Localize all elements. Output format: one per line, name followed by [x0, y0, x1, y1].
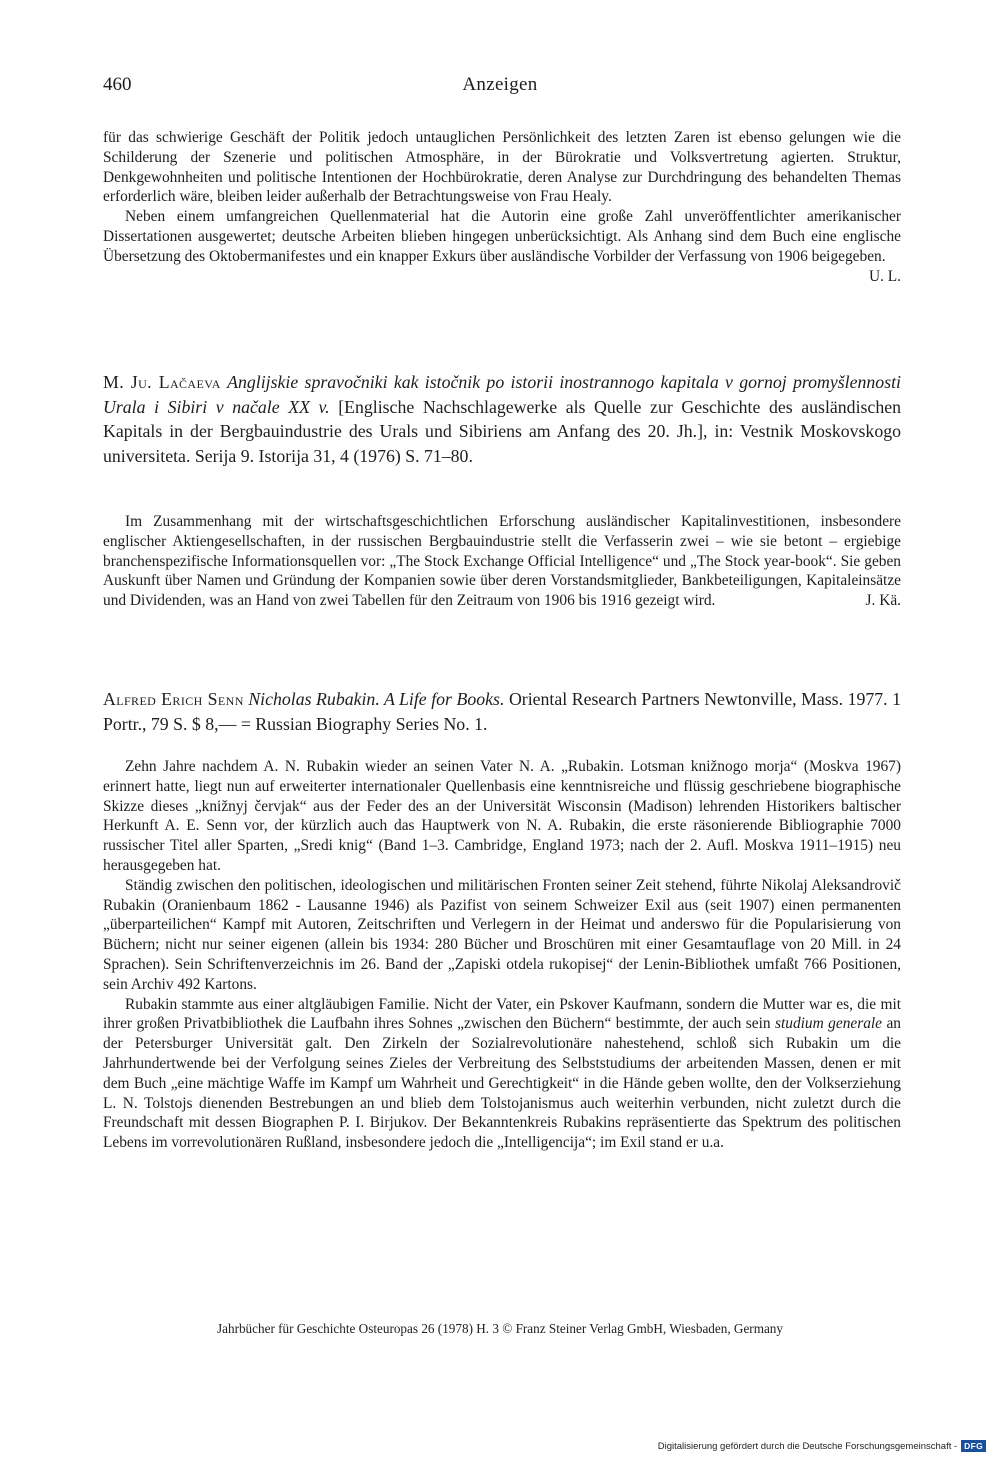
paragraph — [103, 995, 901, 1153]
paragraph-text: Im Zusammenhang mit der wirtschaftsgeschichtlichen Erforschung ausländischer Kapitalinvestitionen, insbesondere englischer Aktiengesellschaften, in der russischen Bergbauindustrie stellt die Verfasserin zwei – wie sie betont – ergiebige branchenspezifische Informationsquellen vor: „The Stock Exchange Official Intelligence“ und „The Stock year-book“. Sie geben Auskunft über Namen und Gründung der Kompanien sowie über deren Vorstandsmitglieder, Bankbeteiligungen, Kapitaleinsätze und Dividenden, was an Hand von zwei Tabellen für den Zeitraum von 1906 bis 1916 gezeigt wird. — [103, 513, 901, 610]
work-title: Nicholas Rubakin. A Life for Books. — [248, 689, 505, 709]
paragraph-text: Neben einem umfangreichen Quellenmaterial hat die Autorin eine große Zahl unveröffentlichter amerikanischer Dissertationen ausgewertet; deutsche Arbeiten blieben hingegen unberücksichtigt. Als Anhang sind dem Buch eine englische Übersetzung des Oktobermanifestes und ein knapper Exkurs über ausländische Vorbilder der Verfassung von 1906 beigegeben. — [103, 208, 901, 265]
paragraph: Zehn Jahre nachdem A. N. Rubakin wieder an seinen Vater N. A. „Rubakin. Lotsman knižnogo morja“ (Moskva 1967) erinnert hatte, liegt nun auf erweiterter internationaler Quellenbasis eine kenntnisreiche und flüssig geschriebene biographische Skizze dieses „knižnyj červjak“ aus der Feder des an der Universität Wisconsin (Madison) lehrenden Historikers baltischer Herkunft A. E. Senn vor, der kürzlich auch das Hauptwerk von N. A. Rubakin, die erste räsonierende Bibliographie 7000 russischer Titel aller Sparten, „Sredi knig“ (Band 1–3. Cambridge, England 1973; nach der 2. Aufl. Moskva 1911–1915) neu herausgegeben hat. — [103, 758, 901, 874]
dfg-logo: DFG — [961, 1440, 986, 1452]
journal-footer: Jahrbücher für Geschichte Osteuropas 26 (1978) H. 3 © Franz Steiner Verlag GmbH, Wiesbaden, Germany — [216, 1321, 783, 1336]
reviewer-signature: J. Kä. — [865, 592, 901, 610]
bibliographic-entry — [103, 370, 901, 468]
paragraph: für das schwierige Geschäft der Politik jedoch untauglichen Persönlichkeit des letzten Zaren ist ebenso gelungen wie die Schilderung der Szenerie und politischen Atmosphäre, in der Bürokratie und Volksvertretung agierten. Struktur, Denkgewohnheiten und politische Intentionen der Hochbürokratie, deren Analyse zur Durchdringung des behandelten Themas erforderlich wäre, bleiben leider außerhalb der Betrachtungsweise von Frau Healy. — [103, 129, 901, 206]
paragraph — [103, 512, 901, 611]
digitization-credit — [658, 1440, 986, 1452]
paragraph — [103, 207, 901, 285]
page-number: 460 — [103, 74, 132, 95]
citation — [103, 687, 901, 736]
review-body — [103, 757, 901, 1153]
review-body — [103, 512, 901, 611]
paragraph-text: an der Petersburger Universität galt. Den Zirkeln der Sozialrevolutionäre nahestehend, schloß sich Rubakin um die Jahrhundertwende bei der Verfolgung seines Zieles der Verbreitung des Selbststudiums der arbeitenden Massen, denen er mit dem Buch „eine mächtige Waffe im Kampf um Wahrheit und Gerechtigkeit“ in die Hände geben wollte, den der Volkserziehung L. N. Tolstojs dienenden Bestrebungen an und blieb dem Tolstojanismus auch weiterhin verbunden, nicht zuletzt durch die Freundschaft mit dessen Biographen P. I. Birjukov. Der Bekanntenkreis Rubakins repräsentierte das Spektrum des politischen Lebens im vorrevolutionären Rußland, insbesondere jedoch die „Intelligencija“; im Exil stand er u.a. — [103, 1015, 901, 1152]
bibliographic-entry — [103, 687, 901, 736]
paragraph-text: Rubakin stammte aus einer altgläubigen Familie. Nicht der Vater, ein Pskover Kaufmann, sondern die Mutter war es, die mit ihrer großen Privatbibliothek die Laufbahn ihres Sohnes „zwischen den Büchern“ bestimmte, der auch sein — [103, 995, 901, 1033]
citation — [103, 370, 901, 468]
italic-phrase: studium generale — [774, 1015, 883, 1033]
citation-details: Oriental Research Partners Newtonville, Mass. 1977. 1 Portr., 79 S. $ 8,— = Russian Biography Series No. 1. — [103, 689, 901, 734]
review-continuation — [103, 128, 901, 286]
running-title: Anzeigen — [462, 74, 538, 95]
credit-text: Digitalisierung gefördert durch die Deutsche Forschungsgemeinschaft - — [657, 1440, 958, 1452]
author-name: Alfred Erich Senn — [103, 689, 244, 709]
citation-details: [Englische Nachschlagewerke als Quelle zur Geschichte des ausländischen Kapitals in der Bergbauindustrie des Urals und Sibiriens am Anfang des 20. Jh.], in: Vestnik Moskovskogo universiteta. Serija 9. Istorija 31, 4 (1976) S. 71–80. — [103, 396, 901, 466]
author-name: M. Ju. Lačaeva — [103, 372, 221, 392]
reviewer-signature: U. L. — [868, 267, 901, 285]
work-title: Anglijskie spravočniki kak istočnik po istorii inostrannogo kapitala v gornoj promyšlennosti Urala i Sibiri v načale XX v. — [103, 372, 901, 417]
paragraph: Ständig zwischen den politischen, ideologischen und militärischen Fronten seiner Zeit stehend, führte Nikolaj Aleksandrovič Rubakin (Oranienbaum 1862 - Lausanne 1946) als Pazifist von seinem Schweizer Exil aus (seit 1907) einen permanenten „überparteilichen“ Kampf mit Autoren, Zeitschriften und Verlegern in der Heimat und anderswo für die Popularisierung von Büchern; nicht nur seiner eigenen (allein bis 1934: 280 Bücher und Broschüren mit einer Gesamtauflage von 20 Mill. in 24 Sprachen). Sein Schriftenverzeichnis im 26. Band der „Zapiski otdela rukopisej“ der Lenin-Bibliothek umfaßt 766 Positionen, sein Archiv 492 Kartons. — [103, 876, 901, 993]
